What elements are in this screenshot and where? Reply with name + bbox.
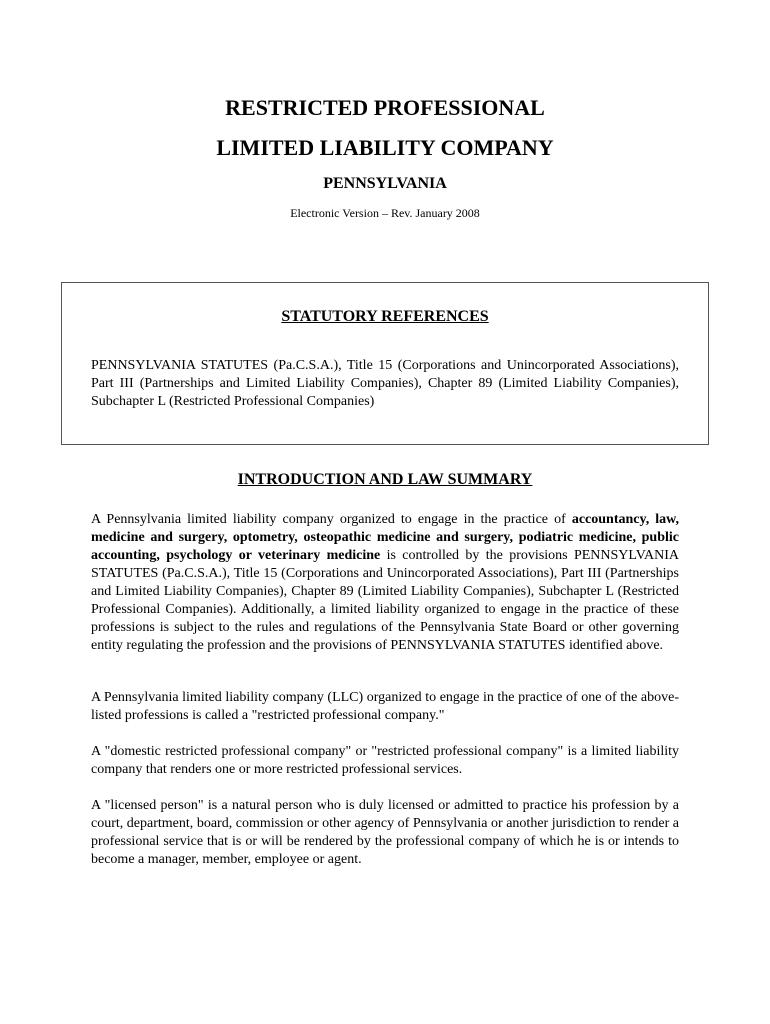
- document-title-line2: LIMITED LIABILITY COMPANY: [216, 135, 554, 160]
- intro-paragraph-2: A Pennsylvania limited liability company (LLC) organized to engage in the practice of one of the above-listed professions is called a "restricted professional company.": [91, 690, 679, 723]
- intro-heading: INTRODUCTION AND LAW SUMMARY: [237, 471, 533, 488]
- intro-paragraph-1-professions: accountancy, law, medicine and surgery, optometry, osteopathic medicine and surgery, podiatric medicine, public accounting, psychology or veterinary medicine: [91, 512, 680, 563]
- state-name: PENNSYLVANIA: [323, 175, 447, 192]
- document-title-line1: RESTRICTED PROFESSIONAL: [225, 95, 545, 120]
- statutory-references-heading: STATUTORY REFERENCES: [281, 308, 489, 325]
- intro-paragraph-1-start: A Pennsylvania limited liability company organized to engage in the practice of: [91, 512, 572, 527]
- statutory-references-text: PENNSYLVANIA STATUTES (Pa.C.S.A.), Title 15 (Corporations and Unincorporated Associations), Part III (Partnerships and Limited Liability Companies), Chapter 89 (Limited Liability Companies), Subchapter L (Restricted Professional Companies): [91, 358, 679, 409]
- intro-paragraph-4: A "licensed person" is a natural person who is duly licensed or admitted to practice his profession by a court, department, board, commission or other agency of Pennsylvania or another jurisdiction to render a professional service that is or will be rendered by the professional company of which he is or intends to become a manager, member, employee or agent.: [91, 798, 679, 867]
- intro-paragraph-1-end: is controlled by the provisions PENNSYLVANIA STATUTES (Pa.C.S.A.), Title 15 (Corporations and Unincorporated Associations), Part III (Partnerships and Limited Liability Companies), Chapter 89 (Limited Liability Companies), Subchapter L (Restricted Professional Companies). Additionally, a limited liability organized to engage in the practice of these professions is subject to the rules and regulations of the Pennsylvania State Board or other governing entity regulating the profession and the provisions of PENNSYLVANIA STATUTES identified above.: [91, 548, 679, 653]
- version-note: Electronic Version – Rev. January 2008: [290, 206, 480, 220]
- intro-paragraph-1: [91, 511, 679, 655]
- statutory-references-box: [61, 282, 709, 445]
- intro-paragraph-3: A "domestic restricted professional company" or "restricted professional company" is a limited liability company that renders one or more restricted professional services.: [91, 744, 679, 777]
